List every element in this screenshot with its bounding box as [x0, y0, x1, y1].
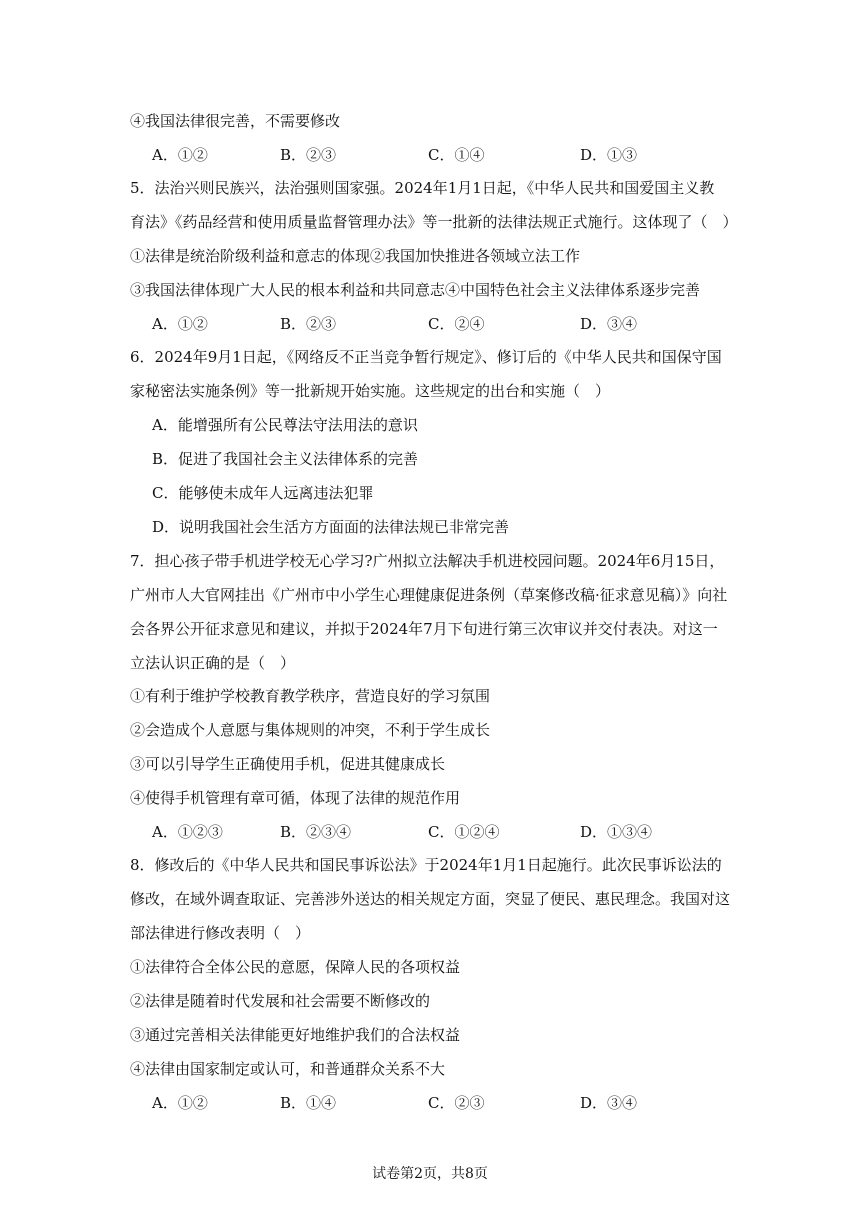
q4-choice-d: D．①③: [580, 146, 638, 164]
q8-stem-line-3: 部法律进行修改表明（ ）: [130, 924, 311, 942]
q5-choice-a: A．①②: [152, 315, 208, 333]
q7-statement-4: ④使得手机管理有章可循，体现了法律的规范作用: [130, 789, 461, 807]
q7-choices: [152, 822, 712, 842]
q8-statement-3: ③通过完善相关法律能更好地维护我们的合法权益: [130, 1026, 461, 1044]
q5-statements-1-2: ①法律是统治阶级利益和意志的体现②我国加快推进各领域立法工作: [130, 247, 581, 265]
q8-choice-a: A．①②: [152, 1094, 208, 1112]
q6-stem-line-2: 家秘密法实施条例》等一批新规开始实施。这些规定的出台和实施（ ）: [130, 382, 611, 400]
q5-choice-b: B．②③: [280, 315, 337, 333]
q7-choice-b: B．②③④: [280, 823, 352, 841]
q5-statements-3-4: ③我国法律体现广大人民的根本利益和共同意志④中国特色社会主义法律体系逐步完善: [130, 281, 701, 299]
q6-option-b: B．促进了我国社会主义法律体系的完善: [152, 450, 419, 468]
q8-choice-d: D．③④: [580, 1094, 638, 1112]
q4-choice-a: A．①②: [152, 146, 208, 164]
q5-choice-c: C．②④: [428, 315, 485, 333]
q6-option-d: D．说明我国社会生活方方面面的法律法规已非常完善: [152, 518, 510, 536]
q8-choices: [152, 1093, 712, 1113]
q5-choices: [152, 314, 712, 334]
q8-stem-line-2: 修改，在域外调查取证、完善涉外送达的相关规定方面，突显了便民、惠民理念。我国对这: [130, 890, 731, 908]
q5-stem-line-1: 5．法治兴则民族兴，法治强则国家强。2024年1月1日起，《中华人民共和国爱国主义教: [130, 179, 715, 197]
q6-option-a: A．能增强所有公民尊法守法用法的意识: [152, 416, 418, 434]
q8-choice-b: B．①④: [280, 1094, 337, 1112]
page-footer: 试卷第2页，共8页: [372, 1166, 488, 1182]
q8-stem-line-1: 8．修改后的《中华人民共和国民事诉讼法》于2024年1月1日起施行。此次民事诉讼法的: [130, 856, 722, 874]
q7-choice-c: C．①②④: [428, 823, 500, 841]
q8-statement-2: ②法律是随着时代发展和社会需要不断修改的: [130, 992, 431, 1010]
q8-statement-4: ④法律由国家制定或认可，和普通群众关系不大: [130, 1060, 446, 1078]
q7-stem-line-4: 立法认识正确的是（ ）: [130, 654, 296, 672]
q4-choice-c: C．①④: [428, 146, 485, 164]
q5-choice-d: D．③④: [580, 315, 638, 333]
q4-choice-b: B．②③: [280, 146, 337, 164]
q4-statement-4: ④我国法律很完善，不需要修改: [130, 112, 341, 130]
q8-statement-1: ①法律符合全体公民的意愿，保障人民的各项权益: [130, 958, 461, 976]
q7-stem-line-2: 广州市人大官网挂出《广州市中小学生心理健康促进条例（草案修改稿·征求意见稿）》向社: [130, 586, 728, 604]
q7-statement-2: ②会造成个人意愿与集体规则的冲突，不利于学生成长: [130, 721, 491, 739]
q7-statement-1: ①有利于维护学校教育教学秩序，营造良好的学习氛围: [130, 687, 491, 705]
q4-choices: [152, 145, 712, 165]
q7-stem-line-3: 会各界公开征求意见和建议，并拟于2024年7月下旬进行第三次审议并交付表决。对这一: [130, 620, 718, 638]
q7-stem-line-1: 7．担心孩子带手机进学校无心学习?广州拟立法解决手机进校园问题。2024年6月15日，: [130, 552, 725, 570]
q6-option-c: C．能够使未成年人远离违法犯罪: [152, 484, 374, 502]
q7-choice-d: D．①③④: [580, 823, 653, 841]
q7-statement-3: ③可以引导学生正确使用手机，促进其健康成长: [130, 755, 446, 773]
q6-stem-line-1: 6．2024年9月1日起，《网络反不正当竞争暂行规定》、修订后的《中华人民共和国保守国: [130, 348, 722, 366]
q5-stem-line-2: 育法》《药品经营和使用质量监督管理办法》等一批新的法律法规正式施行。这体现了（ ）: [130, 213, 738, 231]
q8-choice-c: C．②③: [428, 1094, 485, 1112]
q7-choice-a: A．①②③: [152, 823, 223, 841]
